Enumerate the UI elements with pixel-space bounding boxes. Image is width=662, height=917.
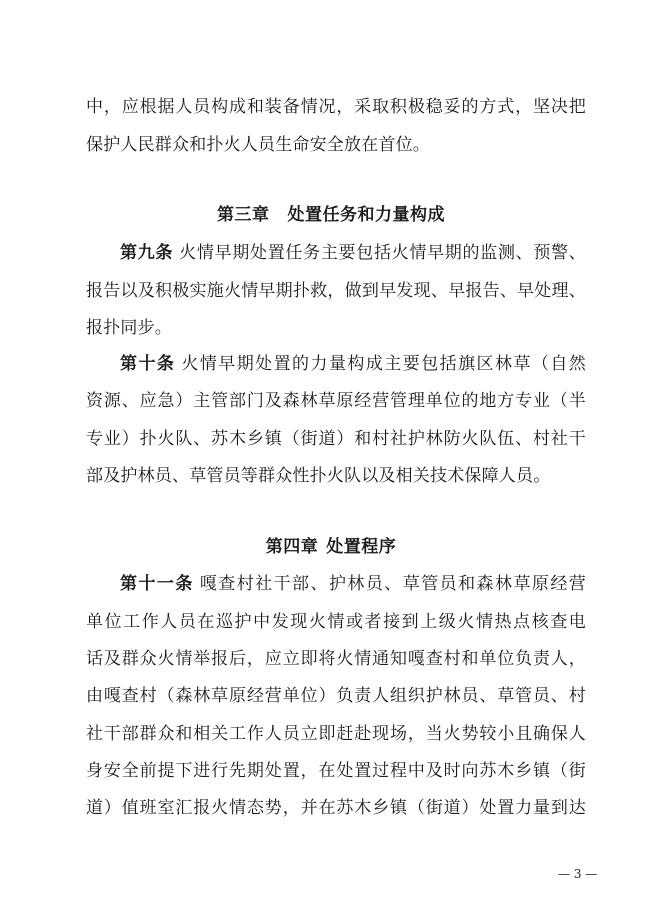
paragraph-line: 保护人民群众和扑火人员生命安全放在首位。 bbox=[86, 135, 430, 155]
paragraph-line: 报扑同步。 bbox=[86, 318, 172, 338]
paragraph-line: 话及群众火情举报后，应立即将火情通知嘎查村和单位负责人， bbox=[86, 649, 586, 669]
chapter-number: 第三章 bbox=[217, 205, 270, 225]
article-text: 火情早期处置任务主要包括火情早期的监测、预警、 bbox=[179, 243, 586, 263]
chapter-heading bbox=[0, 537, 662, 557]
chapter-title: 处置程序 bbox=[326, 537, 397, 557]
article-label: 第十条 bbox=[120, 354, 176, 374]
article-first-line bbox=[120, 574, 586, 594]
paragraph-line: 由嘎查村（森林草原经营单位）负责人组织护林员、草管员、村 bbox=[86, 686, 586, 706]
paragraph-line: 社干部群众和相关工作人员立即赶赴现场，当火势较小且确保人 bbox=[86, 724, 586, 744]
article-first-line bbox=[120, 354, 586, 374]
paragraph-line: 中，应根据人员构成和装备情况，采取积极稳妥的方式，坚决把 bbox=[86, 97, 586, 117]
paragraph-line: 单位工作人员在巡护中发现火情或者接到上级火情热点核查电 bbox=[86, 612, 586, 632]
chapter-number: 第四章 bbox=[265, 537, 319, 557]
paragraph-line: 道）值班室汇报火情态势，并在苏木乡镇（街道）处置力量到达 bbox=[86, 798, 586, 818]
article-first-line bbox=[120, 243, 586, 263]
article-label: 第九条 bbox=[120, 243, 174, 263]
chapter-title: 处置任务和力量构成 bbox=[287, 205, 445, 225]
paragraph-line: 部及护林员、草管员等群众性扑火队以及相关技术保障人员。 bbox=[86, 466, 551, 486]
paragraph-line: 资源、应急）主管部门及森林草原经营管理单位的地方专业（半 bbox=[86, 391, 586, 411]
paragraph-line: 身安全前提下进行先期处置，在处置过程中及时向苏木乡镇（街 bbox=[86, 761, 586, 781]
article-text: 嘎查村社干部、护林员、草管员和森林草原经营 bbox=[199, 574, 586, 594]
paragraph-line: 报告以及积极实施火情早期扑救，做到早发现、早报告、早处理、 bbox=[86, 281, 586, 301]
chapter-heading bbox=[0, 205, 662, 225]
page-number: — 3 — bbox=[558, 867, 598, 881]
article-label: 第十一条 bbox=[120, 574, 194, 594]
article-text: 火情早期处置的力量构成主要包括旗区林草（自然 bbox=[181, 354, 586, 374]
paragraph-line: 专业）扑火队、苏木乡镇（街道）和村社护林防火队伍、村社干 bbox=[86, 429, 586, 449]
